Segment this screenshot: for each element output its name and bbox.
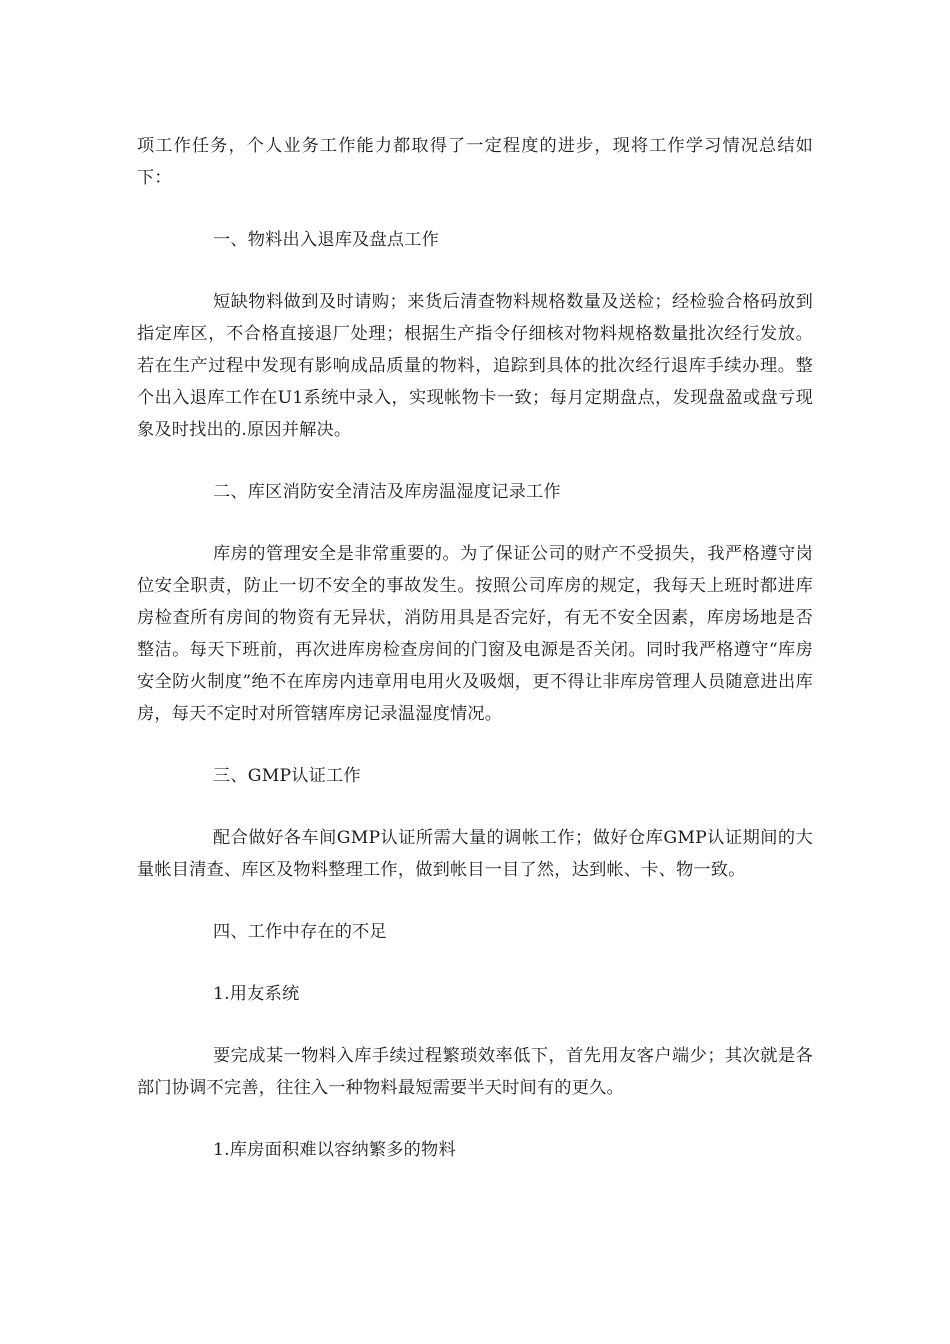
paragraph-gap: [137, 194, 813, 224]
section-body-gmp: 配合做好各车间GMP认证所需大量的调帐工作；做好仓库GMP认证期间的大量帐目清查、库区及物料整理工作，做到帐目一目了然，达到帐、卡、物一致。: [137, 828, 813, 880]
section-heading-safety: 二、库区消防安全清洁及库房温湿度记录工作: [213, 482, 561, 502]
section-heading-materials: 一、物料出入退库及盘点工作: [213, 230, 440, 250]
section-body-safety: 库房的管理安全是非常重要的。为了保证公司的财产不受损失，我严格遵守岗位安全职责，防止一切不安全的事故发生。按照公司库房的规定，我每天上班时都进库房检查所有房间的物资有无异状，消防用具是否完好，有无不安全因素，库房场地是否整洁。每天下班前，再次进库房检查房间的门窗及电源是否关闭。同时我严格遵守“库房安全防火制度”绝不在库房内违章用电用火及吸烟，更不得让非库房管理人员随意进出库房，每天不定时对所管辖库房记录温湿度情况。: [137, 544, 813, 724]
subheading-yonyou-system: 1.用友系统: [213, 984, 300, 1004]
section-heading-shortcomings: 四、工作中存在的不足: [213, 922, 387, 942]
paragraph-gap: [137, 730, 813, 760]
subheading-warehouse-space: 1.库房面积难以容纳繁多的物料: [213, 1140, 456, 1160]
intro-paragraph: 项工作任务，个人业务工作能力都取得了一定程度的进步，现将工作学习情况总结如下：: [137, 136, 813, 188]
paragraph-gap: [137, 1104, 813, 1134]
section-body-materials: 短缺物料做到及时请购；来货后清查物料规格数量及送检；经检验合格码放到指定库区，不合格直接退厂处理；根据生产指令仔细核对物料规格数量批次经行发放。若在生产过程中发现有影响成品质量的物料，追踪到具体的批次经行退库手续办理。整个出入退库工作在U1系统中录入，实现帐物卡一致；每月定期盘点，发现盘盈或盘亏现象及时找出的.原因并解决。: [137, 292, 813, 440]
paragraph-gap: [137, 446, 813, 476]
paragraph-gap: [137, 948, 813, 978]
paragraph-gap: [137, 508, 813, 538]
body-yonyou-system: 要完成某一物料入库手续过程繁琐效率低下，首先用友客户端少；其次就是各部门协调不完善，往往入一种物料最短需要半天时间有的更久。: [137, 1046, 813, 1098]
section-heading-gmp: 三、GMP认证工作: [213, 766, 361, 786]
paragraph-gap: [137, 886, 813, 916]
paragraph-gap: [137, 256, 813, 286]
paragraph-gap: [137, 792, 813, 822]
document-body: [137, 130, 813, 1166]
paragraph-gap: [137, 1010, 813, 1040]
